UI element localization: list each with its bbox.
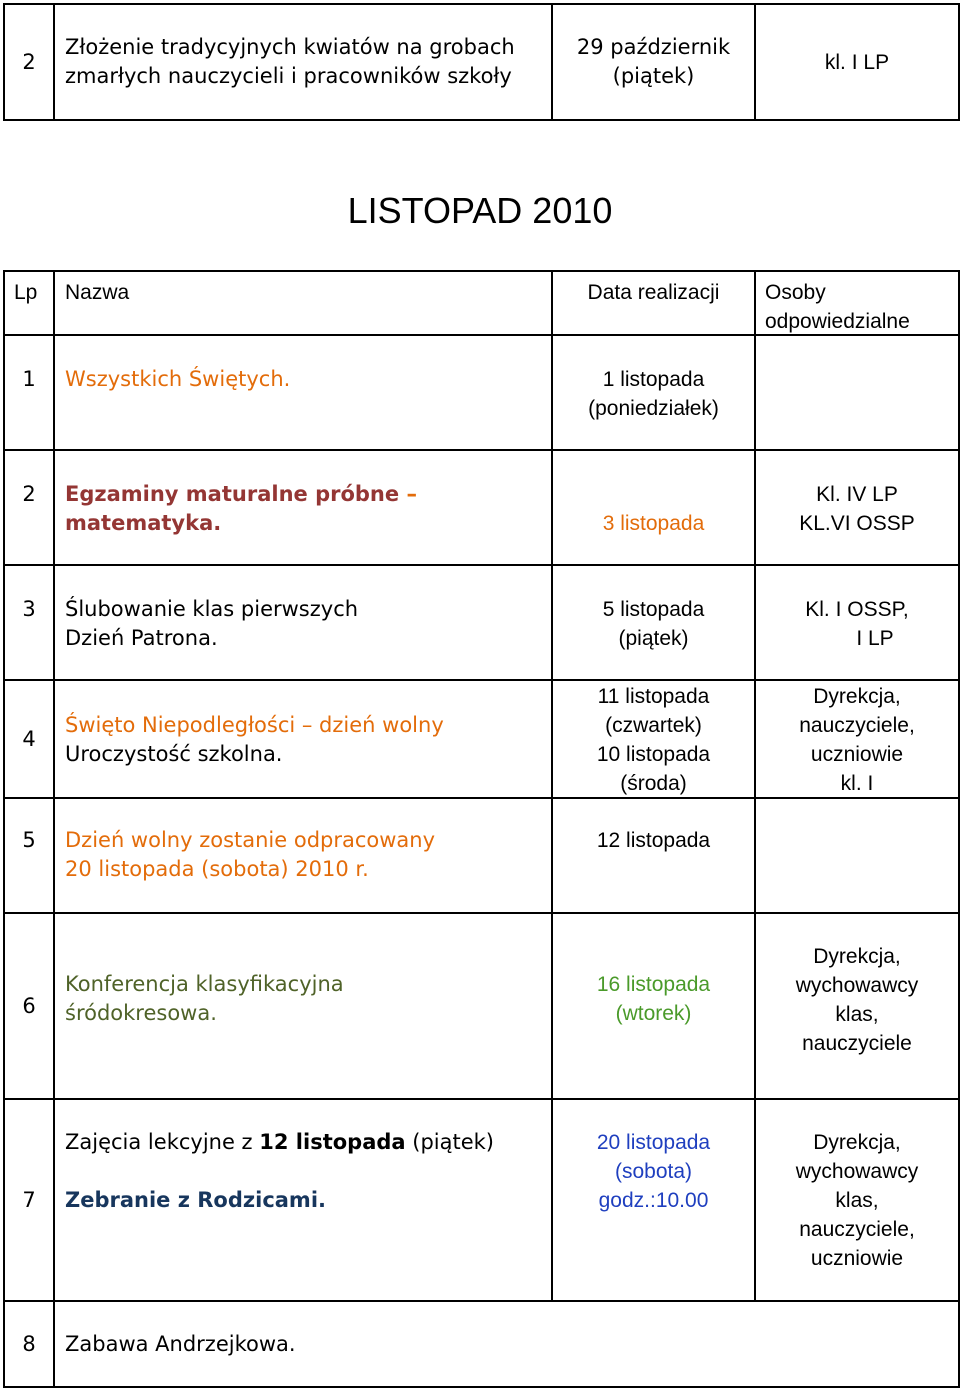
divider (53, 1300, 55, 1388)
row-1-date: 1 listopada (poniedziałek) (588, 368, 719, 420)
header-name: Nazwa (65, 281, 130, 304)
row-2-name: Egzaminy maturalne próbne – matematyka. (65, 482, 417, 535)
row-4-persons: Dyrekcja, nauczyciele, uczniowie kl. I (799, 685, 915, 795)
row-1-lp: 1 (22, 367, 36, 391)
row-7-date: 20 listopada (sobota) godz.:10.00 (596, 1131, 711, 1212)
row-3-date: 5 listopada (piątek) (602, 598, 705, 650)
row-5-lp: 5 (22, 828, 36, 852)
row-8-name: Zabawa Andrzejkowa. (65, 1331, 296, 1356)
top-row-lp: 2 (22, 49, 36, 74)
row-3-name: Ślubowanie klas pierwszych Dzień Patrona. (65, 597, 359, 650)
row-1-name: Wszystkich Świętych. (65, 367, 291, 391)
row-5-date: 12 listopada (596, 829, 711, 852)
divider (3, 449, 960, 451)
header-lp: Lp (14, 281, 38, 304)
row-8-lp: 8 (22, 1331, 36, 1356)
divider (53, 270, 55, 1300)
section-title: LISTOPAD 2010 (347, 190, 613, 231)
row-2-date: 3 listopada (602, 512, 705, 535)
top-row-name: Złożenie tradycyjnych kwiatów na grobach zmarłych nauczycieli i pracowników szkoły (65, 35, 515, 88)
row-2-lp: 2 (22, 482, 36, 506)
header-persons: Osoby odpowiedzialne (765, 281, 910, 333)
row-3-persons: Kl. I OSSP, I LP (805, 598, 909, 650)
top-row-date: 29 październik (piątek) (576, 35, 731, 88)
top-row-persons: kl. I LP (824, 50, 890, 74)
row-7-name: Zajęcia lekcyjne z 12 listopada (piątek) Zebranie z Rodzicami. (65, 1130, 494, 1212)
row-7-lp: 7 (22, 1187, 36, 1212)
row-3-lp: 3 (22, 597, 36, 621)
divider (3, 679, 960, 681)
divider (3, 1098, 960, 1100)
divider (3, 564, 960, 566)
divider (3, 912, 960, 914)
row-6-name: Konferencja klasyfikacyjna śródokresowa. (65, 972, 344, 1025)
row-4-lp: 4 (22, 726, 36, 751)
header-date: Data realizacji (587, 281, 720, 304)
row-4-name: Święto Niepodległości – dzień wolny Uroczystość szkolna. (65, 713, 444, 766)
row-6-date: 16 listopada (wtorek) (596, 973, 711, 1025)
row-2-persons: Kl. IV LP KL.VI OSSP (799, 483, 915, 535)
divider (53, 3, 55, 121)
row-6-persons: Dyrekcja, wychowawcy klas, nauczyciele (795, 945, 919, 1055)
row-6-lp: 6 (22, 993, 36, 1018)
row-7-persons: Dyrekcja, wychowawcy klas, nauczyciele, uczniowie (795, 1131, 919, 1270)
row-4-date: 11 listopada (czwartek) 10 listopada (środa) (596, 685, 711, 795)
row-5-name: Dzień wolny zostanie odpracowany 20 listopada (sobota) 2010 r. (65, 828, 436, 881)
